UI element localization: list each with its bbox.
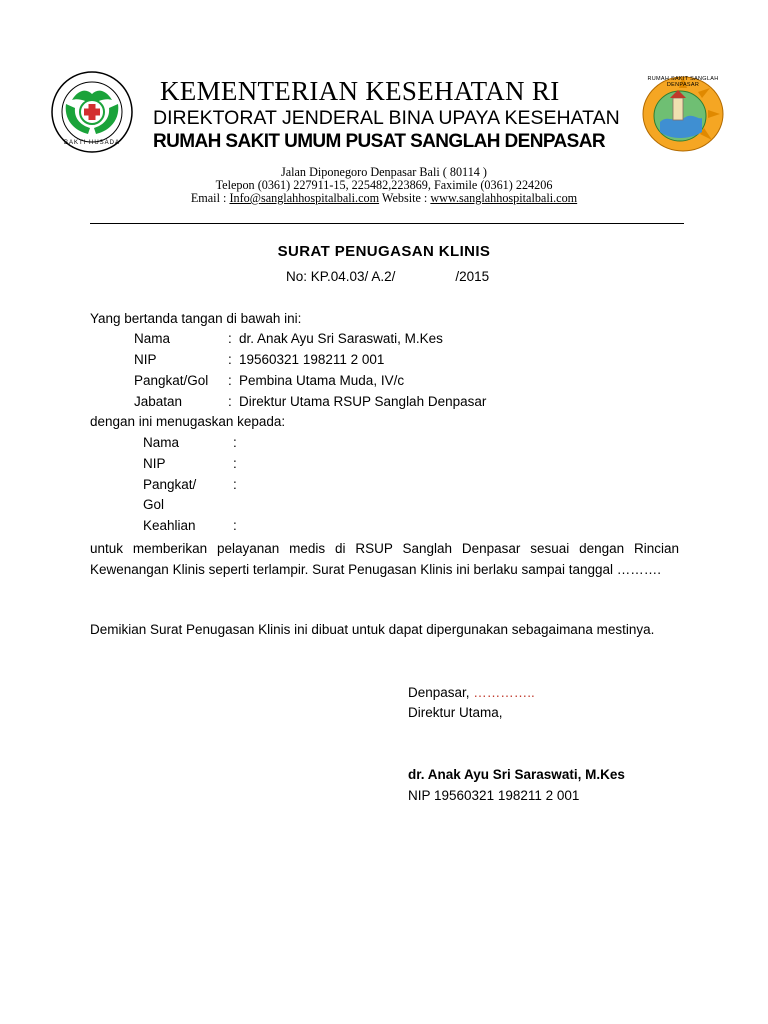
body-paragraph: untuk memberikan pelayanan medis di RSUP Sanglah Denpasar sesuai dengan Rincian Kewenangan Klinis seperti terlampir. Surat Penugasan Klinis ini berlaku sampai tanggal ………. xyxy=(90,541,679,577)
signer-rank-value: Pembina Utama Muda, IV/c xyxy=(239,373,405,388)
left-logo-text: BAKTI HUSADA xyxy=(63,140,120,146)
right-logo-text: RUMAH SAKIT SANGLAH DENPASAR xyxy=(647,76,719,88)
assignee-expertise-label: Keahlian xyxy=(143,518,196,533)
bakti-husada-logo xyxy=(50,70,134,154)
assign-intro-text: dengan ini menugaskan kepada: xyxy=(90,414,286,429)
signer-nip-label: NIP xyxy=(134,352,157,367)
ministry-heading: KEMENTERIAN KESEHATAN RI xyxy=(160,76,560,106)
sanglah-hospital-logo xyxy=(640,74,726,154)
letter-number-prefix: No: KP.04.03/ A.2/ xyxy=(286,269,396,284)
closing-paragraph: Demikian Surat Penugasan Klinis ini dibuat untuk dapat dipergunakan sebagaimana mestinya. xyxy=(90,622,655,637)
signer-name-colon: : xyxy=(228,331,232,346)
signature-position: Direktur Utama, xyxy=(408,705,503,720)
directorate-heading: DIREKTORAT JENDERAL BINA UPAYA KESEHATAN xyxy=(153,107,620,129)
header-divider xyxy=(90,223,684,224)
signer-position-label: Jabatan xyxy=(134,394,183,409)
signer-position-value: Direktur Utama RSUP Sanglah Denpasar xyxy=(239,394,487,409)
signature-date-placeholder: ………….. xyxy=(473,685,535,700)
letter-number-suffix: /2015 xyxy=(455,269,490,284)
signature-place: Denpasar, xyxy=(408,685,474,700)
assignee-gol-label: Gol xyxy=(143,497,165,512)
letter-title: SURAT PENUGASAN KLINIS xyxy=(277,243,491,260)
intro-text: Yang bertanda tangan di bawah ini: xyxy=(90,311,302,326)
signature-place-date xyxy=(408,685,535,700)
signer-rank-label: Pangkat/Gol xyxy=(134,373,209,388)
phone-line: Telepon (0361) 227911-15, 225482,223869, Faximile (0361) 224206 xyxy=(215,178,553,192)
signer-name-label: Nama xyxy=(134,331,171,346)
assignee-rank-label: Pangkat/ xyxy=(143,477,197,492)
signature-nip: NIP 19560321 198211 2 001 xyxy=(408,788,580,803)
signer-nip-value: 19560321 198211 2 001 xyxy=(239,352,385,367)
contact-line xyxy=(150,191,618,206)
assignee-rank-colon: : xyxy=(233,477,237,492)
signer-name-value: dr. Anak Ayu Sri Saraswati, M.Kes xyxy=(239,331,443,346)
assignee-name-colon: : xyxy=(233,435,237,450)
signer-nip-colon: : xyxy=(228,352,232,367)
signer-rank-colon: : xyxy=(228,373,232,388)
address-line: Jalan Diponegoro Denpasar Bali ( 80114 ) xyxy=(280,165,487,179)
signature-name: dr. Anak Ayu Sri Saraswati, M.Kes xyxy=(408,767,625,782)
assignee-nip-label: NIP xyxy=(143,456,166,471)
assignee-nip-colon: : xyxy=(233,456,237,471)
assignee-name-label: Nama xyxy=(143,435,180,450)
assignee-expertise-colon: : xyxy=(233,518,237,533)
letter-number xyxy=(286,269,489,284)
hospital-heading: RUMAH SAKIT UMUM PUSAT SANGLAH DENPASAR xyxy=(153,131,605,152)
email-label: Email : xyxy=(190,191,230,205)
email-link[interactable]: Info@sanglahhospitalbali.com xyxy=(229,191,380,205)
website-link[interactable]: www.sanglahhospitalbali.com xyxy=(430,191,578,205)
signer-position-colon: : xyxy=(228,394,232,409)
website-label: Website : xyxy=(379,191,431,205)
